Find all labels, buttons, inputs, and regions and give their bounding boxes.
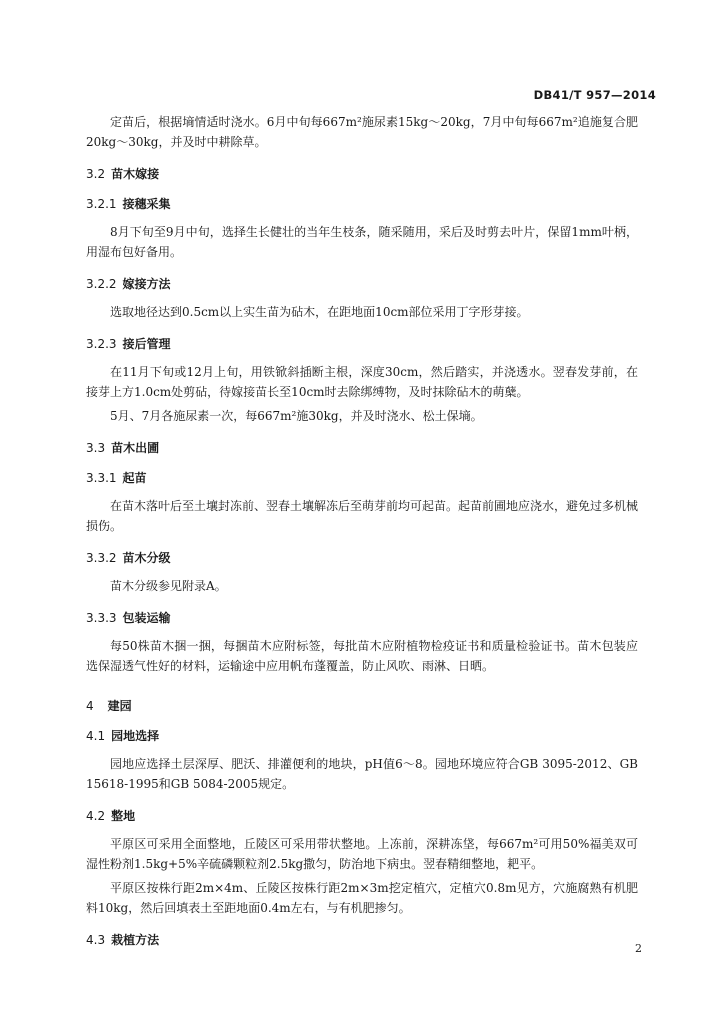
section-title: 嫁接方法 <box>122 277 171 291</box>
section-number: 3.2 <box>86 167 106 181</box>
page-number: 2 <box>635 942 642 955</box>
section-number: 3.2.1 <box>86 197 117 211</box>
document-body <box>86 112 638 958</box>
section-heading <box>86 440 638 456</box>
section-title: 整地 <box>111 809 136 823</box>
section-heading <box>86 470 638 486</box>
section-number: 4.3 <box>86 933 106 947</box>
section-heading <box>86 196 638 212</box>
paragraph: 平原区按株行距2m×4m、丘陵区按株行距2m×3m挖定植穴，定植穴0.8m见方，穴施腐熟有机肥料10kg，然后回填表土至距地面0.4m左右，与有机肥掺匀。 <box>86 881 638 915</box>
section-number: 3.2.2 <box>86 277 117 291</box>
section-heading <box>86 550 638 566</box>
section-title: 苗木分级 <box>122 551 171 565</box>
paragraph: 5月、7月各施尿素一次，每667m²施30kg，并及时浇水、松土保墒。 <box>110 409 483 423</box>
paragraph: 平原区可采用全面整地，丘陵区可采用带状整地。上冻前，深耕冻垡，每667m²可用50%福美双可湿性粉剂1.5kg+5%辛硫磷颗粒剂2.5kg撒匀，防治地下病虫。翌春精细整地，耙平。 <box>86 837 638 871</box>
paragraph: 在苗木落叶后至土壤封冻前、翌春土壤解冻后至萌芽前均可起苗。起苗前圃地应浇水，避免过多机械损伤。 <box>86 499 639 533</box>
paragraph: 每50株苗木捆一捆，每捆苗木应附标签，每批苗木应附植物检疫证书和质量检验证书。苗木包装应选保湿透气性好的材料，运输途中应用帆布蓬覆盖，防止风吹、雨淋、日晒。 <box>86 639 638 673</box>
paragraph: 在11月下旬或12月上旬，用铁锨斜插断主根，深度30cm，然后踏实，并浇透水。翌春发芽前，在接芽上方1.0cm处剪砧，待嫁接苗长至10cm时去除绑缚物，及时抹除砧木的萌蘖。 <box>86 365 638 399</box>
section-heading <box>86 932 638 948</box>
section-number: 3.3.2 <box>86 551 117 565</box>
paragraph: 园地应选择土层深厚、肥沃、排灌便利的地块，pH值6～8。园地环境应符合GB 3095-2012、GB 15618-1995和GB 5084-2005规定。 <box>86 757 638 791</box>
section-heading <box>86 728 638 744</box>
section-number: 4.1 <box>86 729 106 743</box>
section-number: 4 <box>86 699 94 713</box>
section-title: 接后管理 <box>122 337 171 351</box>
section-heading <box>86 698 638 714</box>
section-number: 3.3.3 <box>86 611 117 625</box>
section-heading <box>86 276 638 292</box>
section-heading <box>86 808 638 824</box>
paragraph: 8月下旬至9月中旬，选择生长健壮的当年生枝条，随采随用，采后及时剪去叶片，保留1mm叶柄，用湿布包好备用。 <box>86 225 638 259</box>
paragraph: 苗木分级参见附录A。 <box>110 579 227 593</box>
section-title: 起苗 <box>122 471 147 485</box>
section-title: 接穗采集 <box>122 197 171 211</box>
section-number: 4.2 <box>86 809 106 823</box>
section-heading <box>86 610 638 626</box>
section-title: 包装运输 <box>122 611 171 625</box>
document-code: DB41/T 957—2014 <box>533 88 656 102</box>
section-number: 3.3.1 <box>86 471 117 485</box>
section-title: 栽植方法 <box>111 933 160 947</box>
section-number: 3.2.3 <box>86 337 117 351</box>
section-number: 3.3 <box>86 441 106 455</box>
section-title: 苗木嫁接 <box>111 167 160 181</box>
section-title: 建园 <box>107 699 132 713</box>
section-title: 苗木出圃 <box>111 441 160 455</box>
section-heading <box>86 336 638 352</box>
section-title: 园地选择 <box>111 729 160 743</box>
paragraph: 选取地径达到0.5cm以上实生苗为砧木，在距地面10cm部位采用丁字形芽接。 <box>110 305 529 319</box>
section-heading <box>86 166 638 182</box>
paragraph: 定苗后，根据墒情适时浇水。6月中旬每667m²施尿素15kg～20kg，7月中旬每667m²追施复合肥20kg～30kg，并及时中耕除草。 <box>86 115 638 149</box>
